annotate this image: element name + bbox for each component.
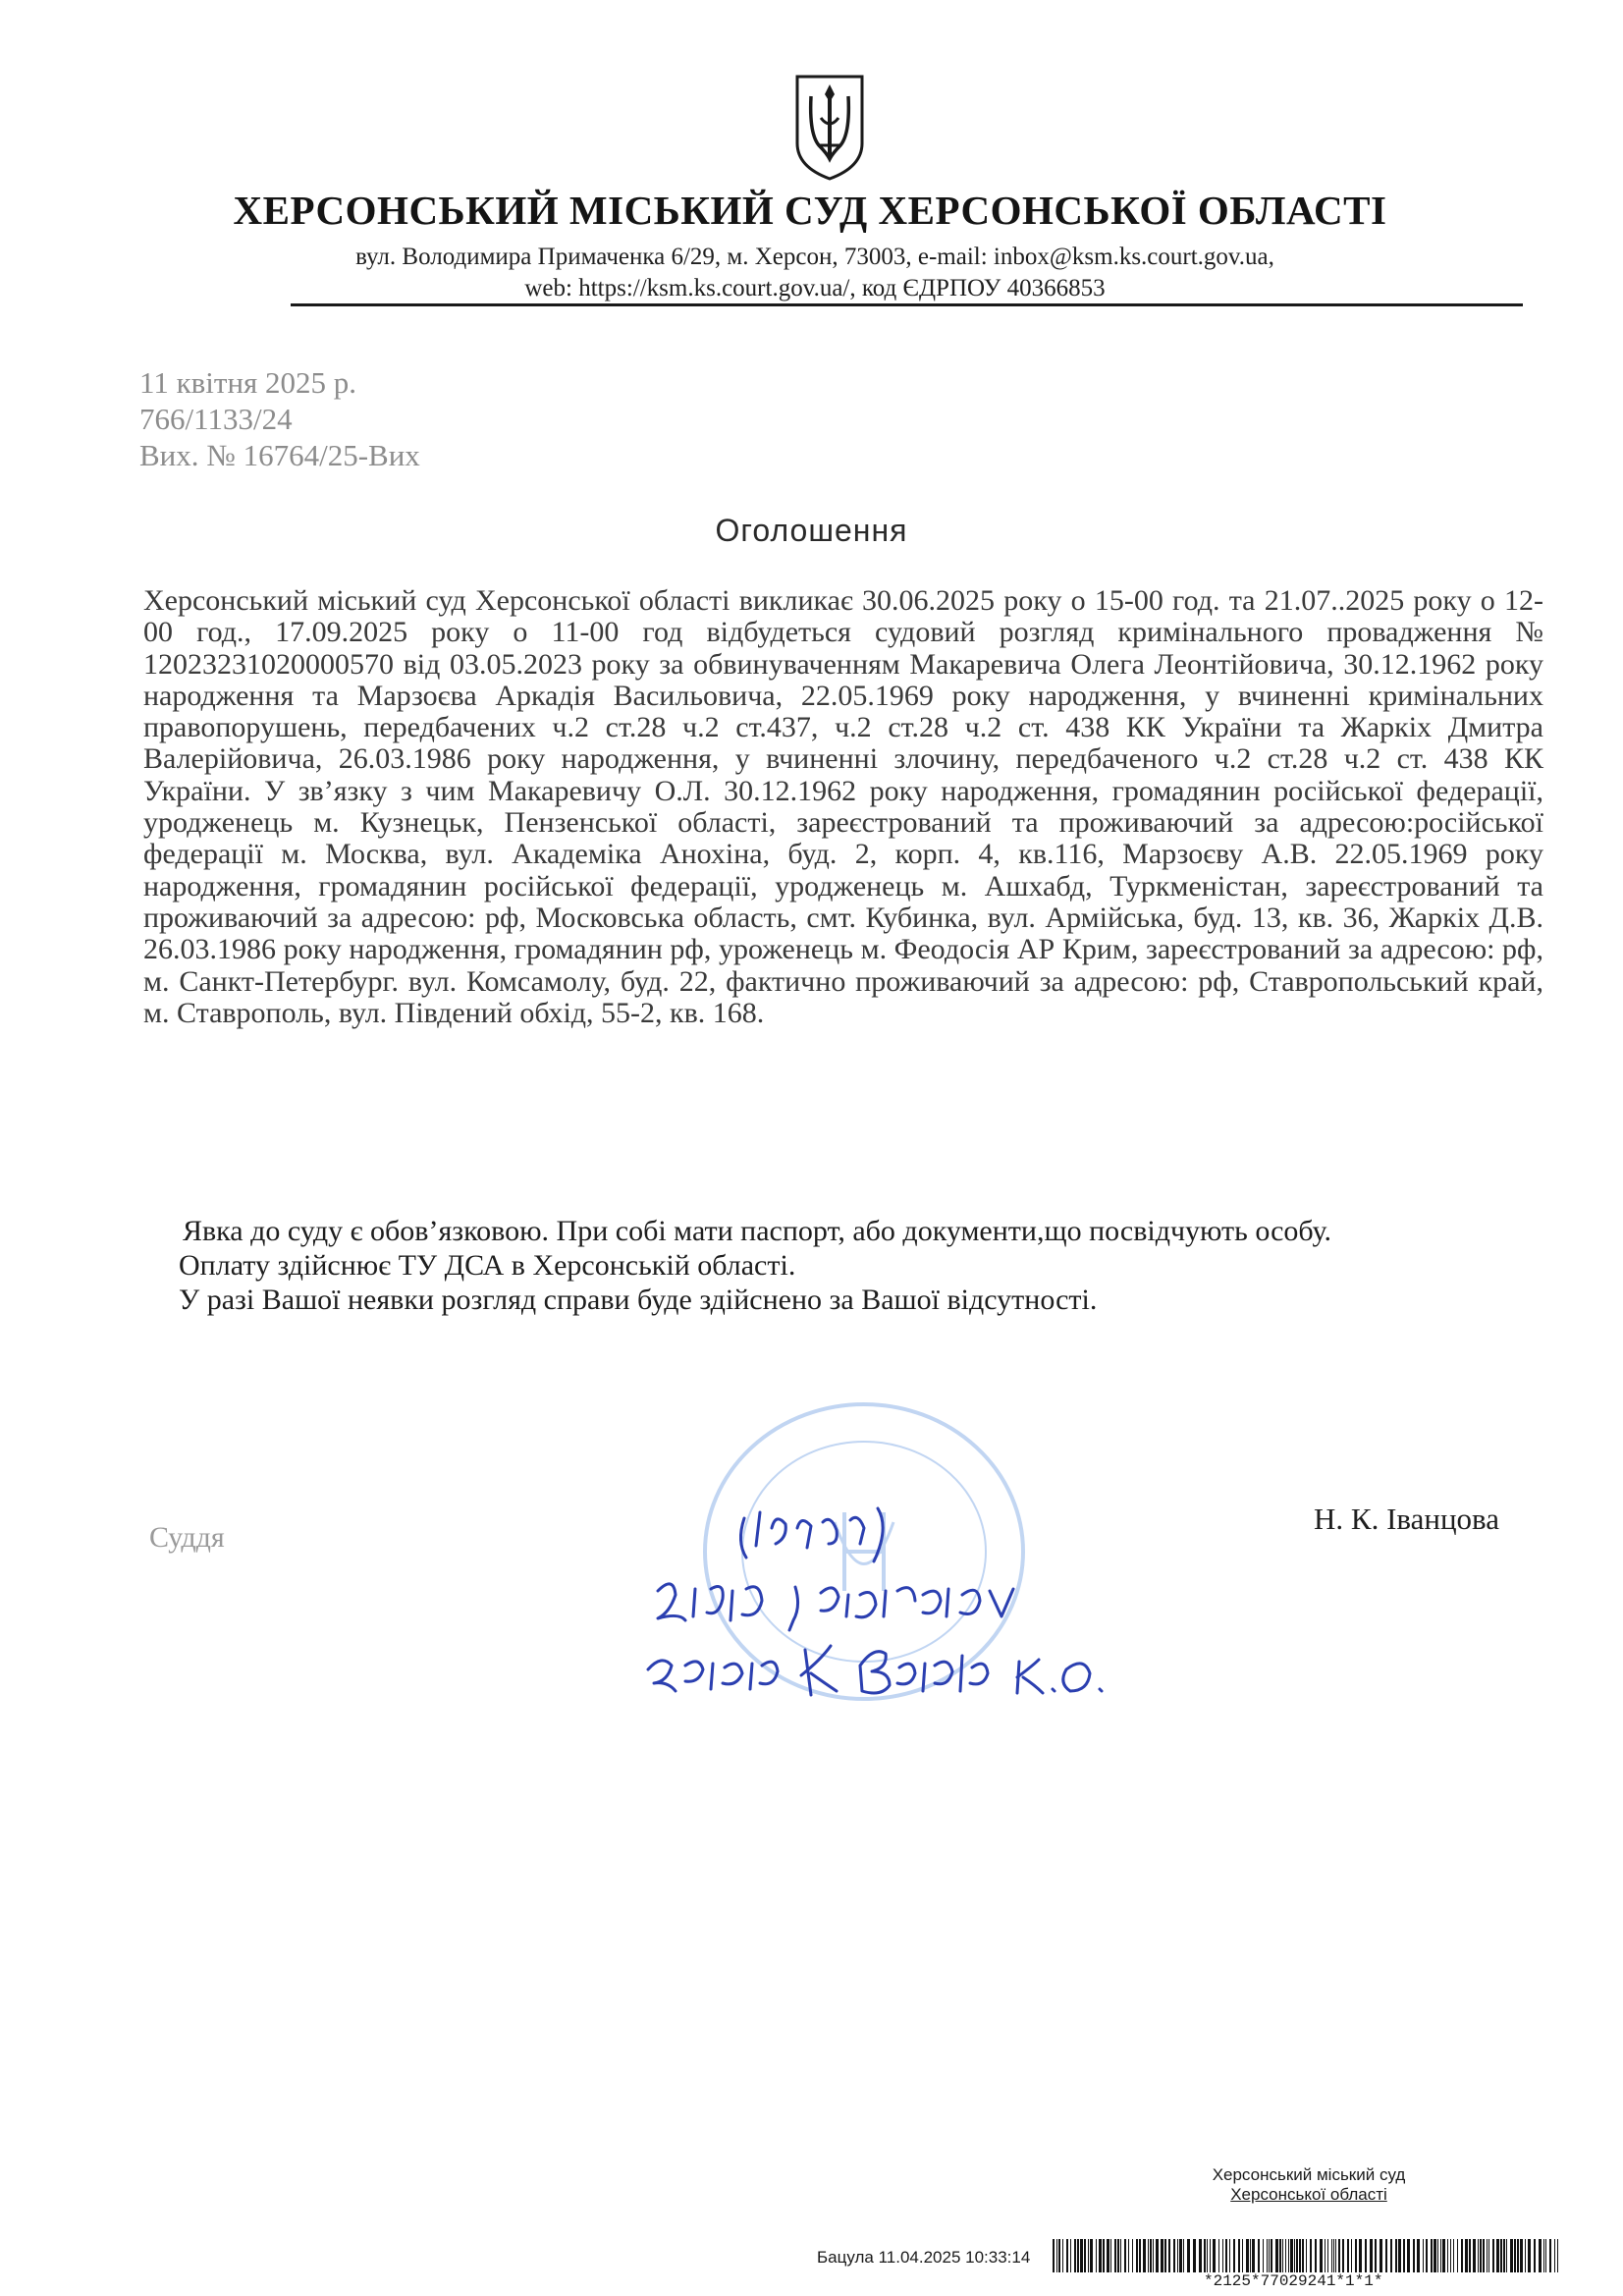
barcode-bar <box>1296 2239 1298 2272</box>
barcode-bar <box>1136 2239 1138 2272</box>
barcode-bar <box>1299 2239 1301 2272</box>
barcode-bar <box>1517 2239 1519 2272</box>
barcode-bar <box>1107 2239 1109 2272</box>
barcode-bar <box>1355 2239 1357 2272</box>
barcode-bar <box>1310 2239 1312 2272</box>
barcode-bar <box>1143 2239 1146 2272</box>
barcode-bar <box>1233 2239 1235 2272</box>
barcode-bar <box>1222 2239 1223 2272</box>
barcode-bar <box>1461 2239 1463 2272</box>
barcode-bar <box>1365 2239 1367 2272</box>
barcode-bar <box>1177 2239 1178 2272</box>
barcode-bar <box>1442 2239 1445 2272</box>
barcode-bar <box>1488 2239 1489 2272</box>
barcode-bar <box>1370 2239 1373 2272</box>
outgoing-number: Вих. № 16764/25-Вих <box>139 438 420 472</box>
barcode-bar <box>1469 2239 1471 2272</box>
barcode-bar <box>1294 2239 1295 2272</box>
barcode-bar <box>1099 2239 1102 2272</box>
barcode-bar <box>1238 2239 1240 2272</box>
barcode-bar <box>1315 2239 1317 2272</box>
document-date: 11 квітня 2025 р. <box>139 365 357 400</box>
barcode-bar <box>1380 2239 1382 2272</box>
barcode-bar <box>1088 2239 1089 2272</box>
barcode-bar <box>1417 2239 1420 2272</box>
barcode-bar <box>1520 2239 1523 2272</box>
registration-stamp: Бацула 11.04.2025 10:33:14 <box>817 2248 1031 2267</box>
barcode-icon <box>1053 2239 1561 2274</box>
notice-paragraph: Оплату здійснює ТУ ДСА в Херсонській області. <box>179 1249 796 1282</box>
barcode-bar <box>1525 2239 1526 2272</box>
barcode-bar <box>1335 2239 1336 2272</box>
barcode-bar <box>1426 2239 1428 2272</box>
barcode-bar <box>1290 2239 1293 2272</box>
barcode-bar <box>1062 2239 1063 2272</box>
barcode-bar <box>1327 2239 1328 2272</box>
barcode-bar <box>1173 2239 1175 2272</box>
barcode-bar <box>1539 2239 1542 2272</box>
handwritten-signature <box>628 1473 1178 1728</box>
barcode-bar <box>1058 2239 1060 2272</box>
judge-role-label: Суддя <box>149 1521 225 1554</box>
barcode-bar <box>1229 2239 1230 2272</box>
footer-org-line-2: Херсонської області <box>1230 2185 1387 2204</box>
barcode-bar <box>1385 2239 1387 2272</box>
case-number: 766/1133/24 <box>139 402 293 436</box>
barcode-bar <box>1183 2239 1184 2272</box>
barcode-bar <box>1161 2239 1163 2272</box>
barcode-bar <box>1483 2239 1485 2272</box>
barcode-bar <box>1282 2239 1283 2272</box>
barcode-bar <box>1242 2239 1243 2272</box>
barcode-bar <box>1407 2239 1410 2272</box>
barcode-bar <box>1306 2239 1307 2272</box>
barcode-bar <box>1096 2239 1097 2272</box>
barcode-bar <box>1153 2239 1154 2272</box>
barcode-bar <box>1528 2239 1531 2272</box>
barcode-bar <box>1218 2239 1219 2272</box>
barcode-bar <box>1440 2239 1441 2272</box>
barcode-bar <box>1447 2239 1448 2272</box>
barcode-bar <box>1168 2239 1170 2272</box>
barcode-bar <box>1210 2239 1211 2272</box>
notice-paragraphs <box>179 1214 1557 1317</box>
barcode-bar <box>1150 2239 1152 2272</box>
barcode-bar <box>1431 2239 1433 2272</box>
barcode-bar <box>1110 2239 1111 2272</box>
barcode-bar <box>1213 2239 1216 2272</box>
barcode-bar <box>1084 2239 1086 2272</box>
barcode-bar <box>1288 2239 1289 2272</box>
barcode-bar <box>1375 2239 1377 2272</box>
document-meta <box>139 364 420 473</box>
barcode-bar <box>1199 2239 1202 2272</box>
barcode-bar <box>1403 2239 1405 2272</box>
barcode-bar <box>1156 2239 1159 2272</box>
barcode-bar <box>1496 2239 1499 2272</box>
barcode-bar <box>1269 2239 1270 2272</box>
barcode-bar <box>1252 2239 1255 2272</box>
barcode-bar <box>1204 2239 1206 2272</box>
barcode-bar <box>1114 2239 1116 2272</box>
barcode-bar <box>1128 2239 1129 2272</box>
barcode-bar <box>1437 2239 1438 2272</box>
court-name: ХЕРСОНСЬКИЙ МІСЬКИЙ СУД ХЕРСОНСЬКОЇ ОБЛАСТІ <box>233 188 1387 233</box>
header-divider <box>291 303 1523 306</box>
barcode-bar <box>1179 2239 1182 2272</box>
address-line-2: web: https://ksm.ks.court.gov.ua/, код ЄДРПОУ 40366853 <box>524 275 1106 301</box>
barcode-bar <box>1275 2239 1278 2272</box>
barcode-bar <box>1480 2239 1482 2272</box>
barcode-bar <box>1080 2239 1083 2272</box>
footer-organization <box>1196 2165 1422 2205</box>
barcode-bar <box>1413 2239 1415 2272</box>
barcode-bar <box>1246 2239 1249 2272</box>
barcode-bar <box>1331 2239 1332 2272</box>
barcode-bar <box>1342 2239 1344 2272</box>
barcode-bar <box>1074 2239 1076 2272</box>
barcode-bar <box>1250 2239 1251 2272</box>
barcode-bar <box>1457 2239 1458 2272</box>
barcode-bar <box>1117 2239 1119 2272</box>
document-title: Оголошення <box>715 513 908 548</box>
barcode-bar <box>1124 2239 1126 2272</box>
barcode-bar <box>1543 2239 1544 2272</box>
barcode-bar <box>1478 2239 1479 2272</box>
footer-org-line-1: Херсонський міський суд <box>1212 2165 1406 2184</box>
barcode-bar <box>1333 2239 1334 2272</box>
barcode-bar <box>1225 2239 1227 2272</box>
court-address <box>236 242 1394 304</box>
barcode-bar <box>1390 2239 1392 2272</box>
barcode-bar <box>1258 2239 1260 2272</box>
barcode-bar <box>1285 2239 1286 2272</box>
barcode-bar <box>1338 2239 1340 2272</box>
barcode-bar <box>1120 2239 1121 2272</box>
barcode-bar <box>1070 2239 1071 2272</box>
barcode-bar <box>1434 2239 1436 2272</box>
barcode-bar <box>1500 2239 1502 2272</box>
barcode-bar <box>1487 2239 1488 2272</box>
barcode-bar <box>1510 2239 1513 2272</box>
barcode-bar <box>1148 2239 1149 2272</box>
barcode-bar <box>1164 2239 1166 2272</box>
barcode-bar <box>1132 2239 1133 2272</box>
barcode-bar <box>1473 2239 1476 2272</box>
judge-name: Н. К. Іванцова <box>1314 1502 1500 1536</box>
barcode-bar <box>1492 2239 1494 2272</box>
announcement-body: Херсонський міський суд Херсонської області викликає 30.06.2025 року о 15-00 год. та 21.07..2025 року о 12-00 год., 17.09.2025 року о 11-00 год відбудеться судовий розгляд кримінального провадження № 12023231020000570 від 03.05.2023 року за обвинуваченням Макаревича Олега Леонтійовича, 30.12.1962 року народження та Марзоєва Аркадія Васильовича, 22.05.1969 року народження, у вчиненні кримінальних правопорушень, передбачених ч.2 ст.28 ч.2 ст.437, ч.2 ст.28 ч.2 ст. 438 КК України та Жаркіх Дмитра Валерійовича, 26.03.1986 року народження, у вчиненні злочину, передбаченого ч.2 ст.28 ч.2 ст. 438 КК України. У зв’язку з чим Макаревичу О.Л. 30.12.1962 року народження, громадянин російської федерації, уродженець м. Кузнецьк, Пензенської області, зареєстрований та проживаючий за адресою:російської федерації м. Москва, вул. Академіка Анохіна, буд. 2, корп. 4, кв.116, Марзоєву А.В. 22.05.1969 року народження, громадянин російської федерації, уродженець м. Ашхабд, Туркменістан, зареєстрований та проживаючий за адресою: рф, Московська область, смт. Кубинка, вул. Армійська, буд. 13, кв. 36, Жаркіх Д.В. 26.03.1986 року народження, громадянин рф, уроженець м. Феодосія АР Крим, зареєстрований за адресою: рф, м. Санкт-Петербург. вул. Комсамолу, буд. 22, фактично проживаючий за адресою: рф, Ставропольський край, м. Ставрополь, вул. Південий обхід, 55-2, кв. 168. <box>143 584 1543 1029</box>
barcode-bar <box>1514 2239 1516 2272</box>
barcode-bar <box>1302 2239 1304 2272</box>
barcode-bar <box>1506 2239 1507 2272</box>
barcode-number: *2125*77029241*1*1* <box>1204 2272 1383 2290</box>
barcode-bar <box>1066 2239 1068 2272</box>
barcode-bar <box>1207 2239 1208 2272</box>
barcode-bar <box>1267 2239 1268 2272</box>
barcode-bar <box>1503 2239 1505 2272</box>
barcode-bar <box>1395 2239 1397 2272</box>
barcode-bar <box>1557 2239 1558 2272</box>
notice-paragraph: Явка до суду є обов’язковою. При собі мати паспорт, або документи,що посвідчують особу. <box>183 1215 1332 1247</box>
barcode-bar <box>1077 2239 1079 2272</box>
barcode-bar <box>1423 2239 1424 2272</box>
barcode-bar <box>1279 2239 1281 2272</box>
barcode-bar <box>1193 2239 1196 2272</box>
address-line-1: вул. Володимира Примаченка 6/29, м. Херсон, 73003, e-mail: inbox@ksm.ks.court.gov.ua, <box>355 244 1274 270</box>
trident-emblem-icon <box>791 73 868 183</box>
barcode-bar <box>1056 2239 1057 2272</box>
barcode-bar <box>1187 2239 1190 2272</box>
barcode-bar <box>1103 2239 1105 2272</box>
barcode-bar <box>1398 2239 1401 2272</box>
barcode-bar <box>1139 2239 1141 2272</box>
barcode-bar <box>1320 2239 1323 2272</box>
barcode-bar <box>1359 2239 1362 2272</box>
barcode-bar <box>1450 2239 1451 2272</box>
barcode-bar <box>1549 2239 1551 2272</box>
barcode-bar <box>1053 2239 1055 2272</box>
barcode-bar <box>1534 2239 1536 2272</box>
barcode-bar <box>1453 2239 1454 2272</box>
barcode-bar <box>1271 2239 1272 2272</box>
barcode-bar <box>1545 2239 1546 2272</box>
barcode-bar <box>1347 2239 1349 2272</box>
barcode-bar <box>1554 2239 1555 2272</box>
barcode-bar <box>1263 2239 1264 2272</box>
barcode-bar <box>1465 2239 1468 2272</box>
notice-paragraph: У разі Вашої неявки розгляд справи буде здійснено за Вашої відсутності. <box>179 1284 1098 1316</box>
barcode-bar <box>1351 2239 1352 2272</box>
barcode-bar <box>1090 2239 1093 2272</box>
